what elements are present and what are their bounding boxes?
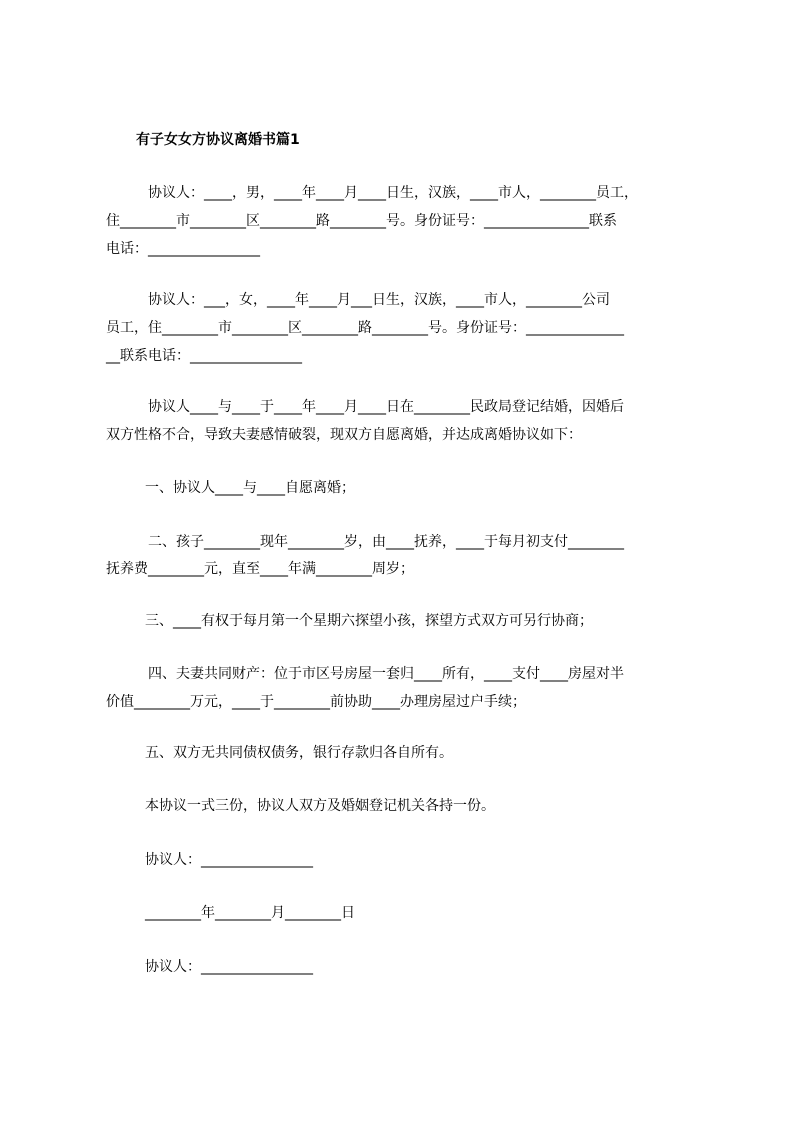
- party-male-line-3: 电话：________________: [106, 241, 260, 257]
- party-female-line-2: 员工，住________市________区________路________号。身份证号：______________: [106, 320, 624, 336]
- party-female-line-3: __联系电话：________________: [106, 348, 302, 364]
- date-line: ________年________月________日: [145, 905, 355, 921]
- intro-line-2: 双方性格不合，导致夫妻感情破裂，现双方自愿离婚，并达成离婚协议如下：: [106, 427, 582, 443]
- clause-2-line-2: 抚养费________元，直至____年满________周岁；: [106, 561, 414, 577]
- signature-line-2: 协议人：________________: [145, 959, 313, 975]
- document-title: 有子女女方协议离婚书篇1: [136, 132, 300, 148]
- signature-line-1: 协议人：________________: [145, 852, 313, 868]
- clause-1: 一、协议人____与____自愿离婚；: [145, 480, 355, 496]
- clause-4-line-2: 价值________万元，____于________前协助____办理房屋过户手续；: [106, 694, 526, 710]
- party-male-line-2: 住________市________区________路________号。身份证号：_______________联系: [106, 213, 617, 229]
- intro-line-1: 协议人____与____于____年____月____日在________民政局登记结婚，因婚后: [148, 399, 624, 415]
- party-male-line-1: 协议人：____，男，____年____月____日生，汉族，____市人，________员工，: [148, 185, 638, 201]
- clause-2-line-1: 二、孩子________现年________岁，由____抚养，____于每月初支付________: [148, 534, 624, 550]
- clause-3: 三、____有权于每月第一个星期六探望小孩，探望方式双方可另行协商；: [145, 613, 593, 629]
- clause-5: 五、双方无共同债权债务，银行存款归各自所有。: [145, 745, 453, 761]
- clause-4-line-1: 四、夫妻共同财产：位于市区号房屋一套归____所有，____支付____房屋对半: [148, 666, 624, 682]
- party-female-line-1: 协议人：___，女，____年____月___日生，汉族，____市人，________公司: [148, 292, 610, 308]
- copies-statement: 本协议一式三份，协议人双方及婚姻登记机关各持一份。: [145, 798, 495, 814]
